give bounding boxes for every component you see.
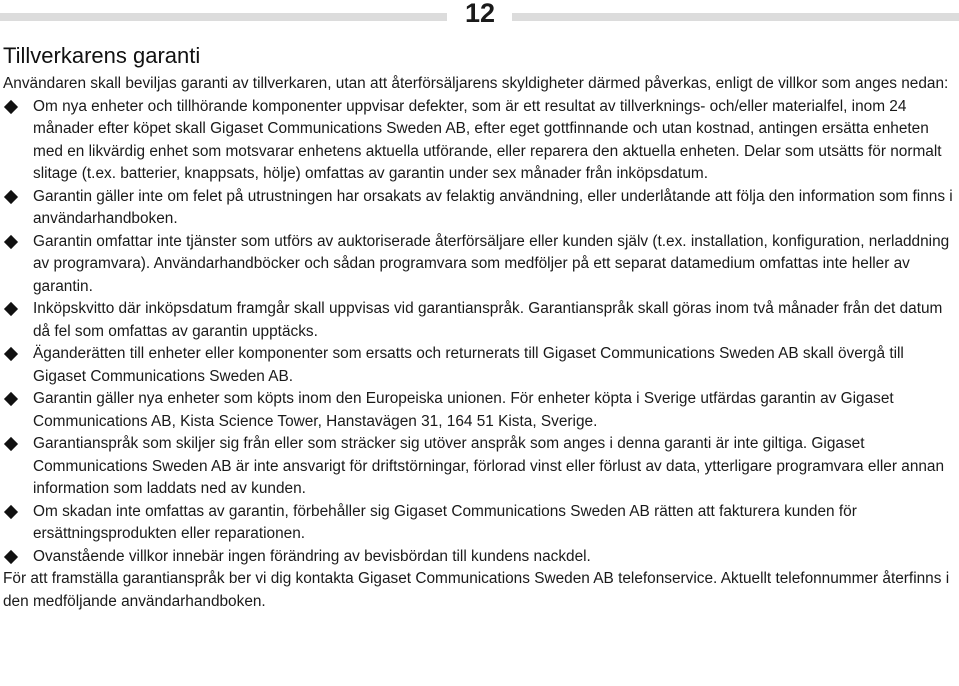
page-number: 12	[464, 0, 496, 28]
list-item-text: Garantin gäller inte om felet på utrustningen har orsakats av felaktig användning, eller underlåtande att följa den information som finns i användarhandboken.	[33, 187, 953, 227]
header-rule-left	[0, 13, 447, 21]
diamond-bullet-icon	[4, 302, 18, 316]
list-item	[3, 96, 955, 186]
section-title: Tillverkarens garanti	[3, 43, 201, 68]
list-item-text: Om nya enheter och tillhörande komponenter uppvisar defekter, som är ett resultat av tillverknings- och/eller materialfel, inom 24 månader efter köpet skall Gigaset Communications Sweden AB, efter eget gottfinnande och utan kostnad, antingen ersätta enheten med en likvärdig enhet som motsvarar enhetens aktuella utförande, eller reparera den aktuella enheten. Delar som utsätts för normalt slitage (t.ex. batterier, knappsats, hölje) omfattas av garantin under sex månader från inköpsdatum.	[33, 97, 942, 182]
list-item-text: Ovanstående villkor innebär ingen förändring av bevisbördan till kundens nackdel.	[33, 547, 591, 565]
diamond-bullet-icon	[4, 189, 18, 203]
page-header	[0, 0, 959, 32]
list-item	[3, 388, 955, 433]
list-item-text: Inköpskvitto där inköpsdatum framgår skall uppvisas vid garantianspråk. Garantianspråk skall göras inom två månader från det datum då fel som omfattas av garantin upptäcks.	[33, 300, 943, 340]
diamond-bullet-icon	[4, 392, 18, 406]
list-item	[3, 501, 955, 546]
diamond-bullet-icon	[4, 347, 18, 361]
list-item-text: Garantianspråk som skiljer sig från eller som sträcker sig utöver anspråk som anges i denna garanti är inte giltiga. Gigaset Communications Sweden AB är inte ansvarigt för driftstörningar, förlorad vinst eller förlust av data, ytterligare programvara eller annan information som laddats ned av kunden.	[33, 435, 945, 497]
diamond-bullet-icon	[4, 437, 18, 451]
warranty-section	[3, 42, 955, 613]
list-item	[3, 343, 955, 388]
list-item-text: Garantin gäller nya enheter som köpts inom den Europeiska unionen. För enheter köpta i Sverige utfärdas garantin av Gigaset Communications AB, Kista Science Tower, Hanstavägen 31, 164 51 Kista, Sverige.	[33, 390, 894, 430]
list-item	[3, 186, 955, 231]
diamond-bullet-icon	[4, 99, 18, 113]
list-item	[3, 231, 955, 299]
list-item	[3, 298, 955, 343]
closing-paragraph: För att framställa garantianspråk ber vi dig kontakta Gigaset Communications Sweden AB telefonservice. Aktuellt telefonnummer återfinns i den medföljande användarhandboken.	[3, 570, 950, 610]
header-rule-right	[512, 13, 959, 21]
list-item	[3, 546, 955, 569]
list-item-text: Äganderätten till enheter eller komponenter som ersatts och returnerats till Gigaset Communications Sweden AB skall övergå till Gigaset Communications Sweden AB.	[33, 345, 904, 385]
diamond-bullet-icon	[4, 504, 18, 518]
diamond-bullet-icon	[4, 234, 18, 248]
warranty-terms-list	[3, 96, 955, 569]
list-item-text: Om skadan inte omfattas av garantin, förbehåller sig Gigaset Communications Sweden AB rätten att fakturera kunden för ersättningsprodukten eller reparationen.	[33, 502, 857, 542]
list-item-text: Garantin omfattar inte tjänster som utförs av auktoriserade återförsäljare eller kunden själv (t.ex. installation, konfiguration, nerladdning av programvara). Användarhandböcker och sådan programvara som medföljer på ett separat datamedium omfattas inte heller av garantin.	[33, 232, 950, 295]
list-item	[3, 433, 955, 501]
diamond-bullet-icon	[4, 549, 18, 563]
intro-paragraph: Användaren skall beviljas garanti av tillverkaren, utan att återförsäljarens skyldigheter därmed påverkas, enligt de villkor som anges nedan:	[3, 75, 949, 92]
